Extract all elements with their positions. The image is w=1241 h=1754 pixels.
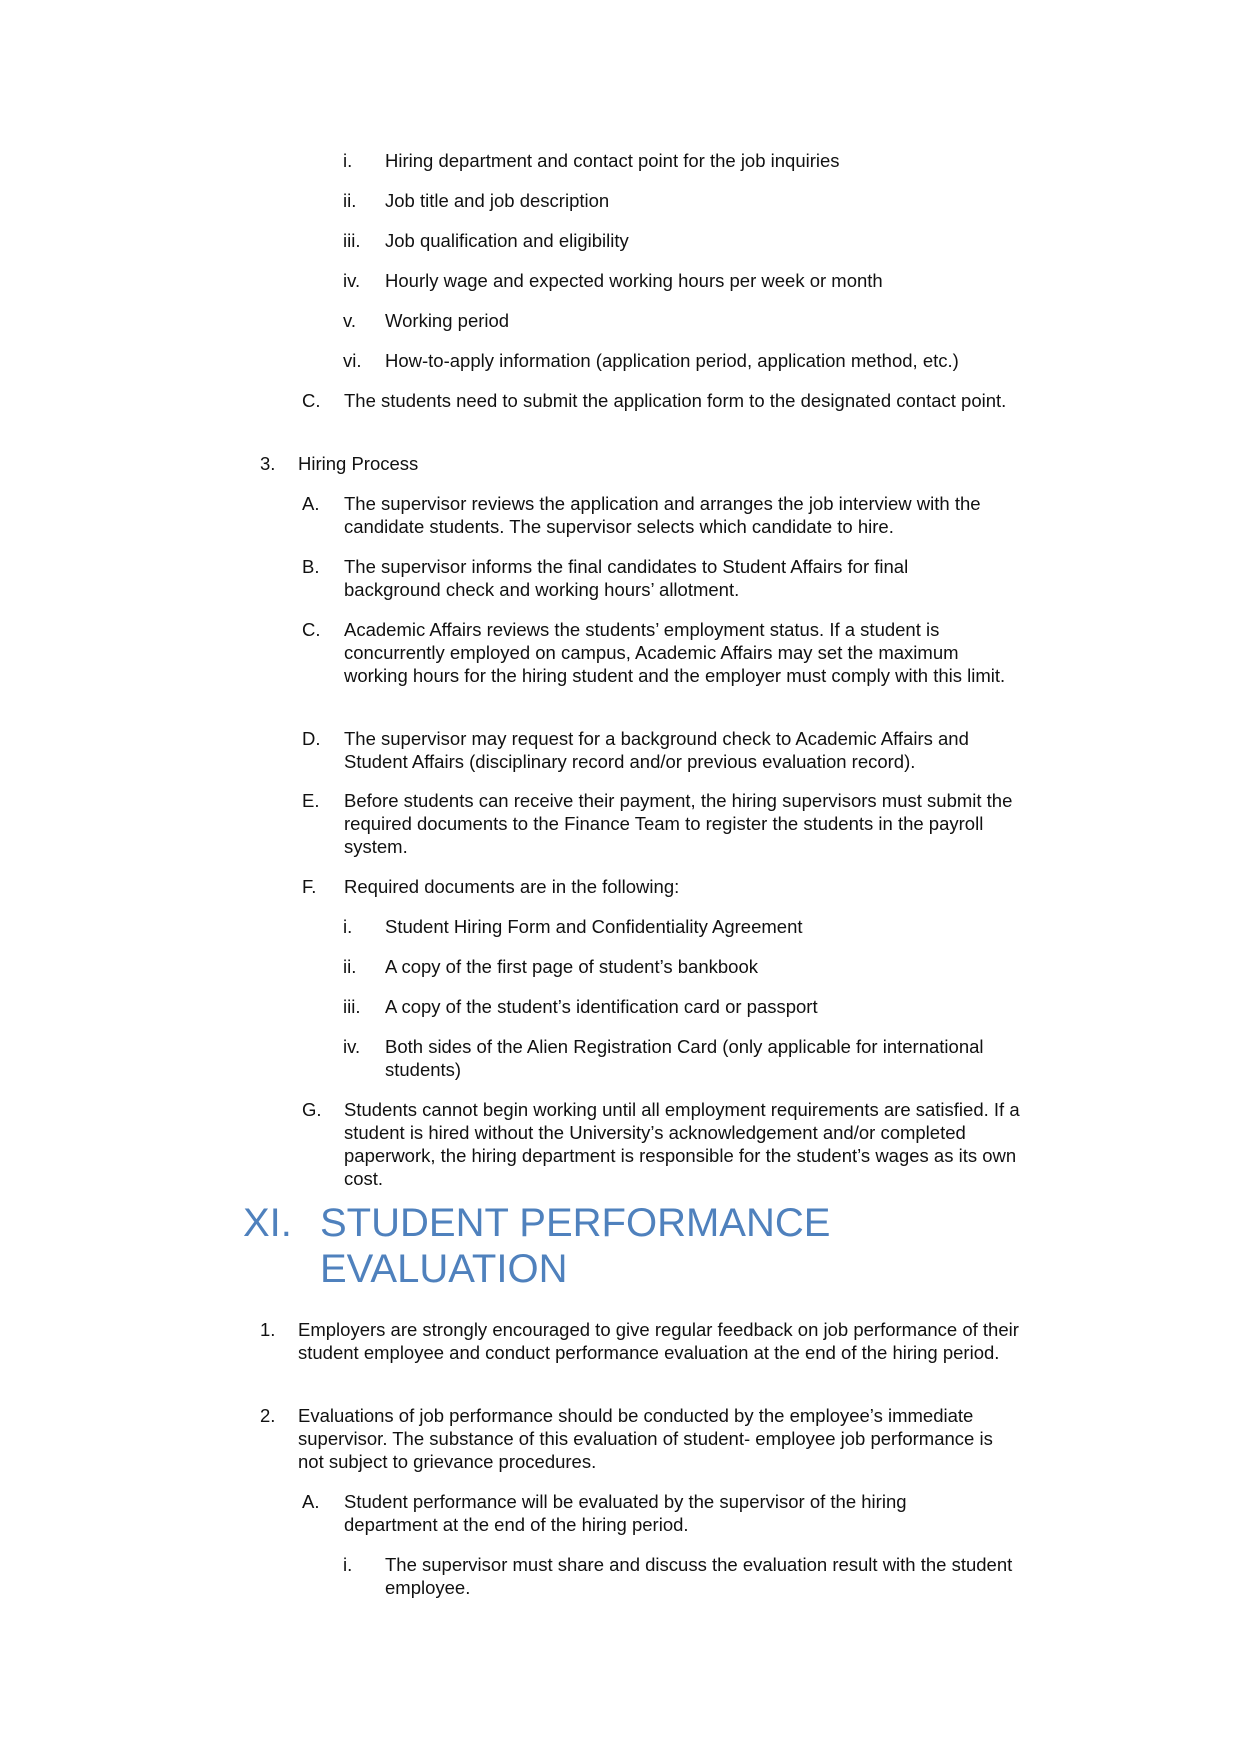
list-number: ii.	[343, 190, 357, 211]
list-number: ii.	[343, 956, 357, 977]
list-letter: G.	[302, 1099, 322, 1120]
list-text: The students need to submit the application form to the designated contact point.	[344, 390, 1007, 411]
list-letter: A.	[302, 1491, 320, 1512]
list-text: Evaluations of job performance should be conducted by the employee’s immediate supervisor. The substance of this evaluation of student- employee job performance is not subject to grievance procedures.	[298, 1405, 993, 1472]
list-text: Academic Affairs reviews the students’ employment status. If a student is concurrently employed on campus, Academic Affairs may set the maximum working hours for the hiring student and the employer must comply with this limit.	[344, 619, 1006, 686]
list-letter: C.	[302, 619, 321, 640]
list-text: The supervisor may request for a background check to Academic Affairs and Student Affairs (disciplinary record and/or previous evaluation record).	[344, 728, 969, 772]
list-letter: D.	[302, 728, 321, 749]
list-number: i.	[343, 916, 353, 937]
list-number: i.	[343, 1554, 353, 1575]
list-number: 1.	[260, 1319, 276, 1340]
list-text: How-to-apply information (application period, application method, etc.)	[385, 350, 959, 371]
list-text: The supervisor must share and discuss the evaluation result with the student employee.	[385, 1554, 1013, 1598]
list-letter: F.	[302, 876, 317, 897]
list-text: Required documents are in the following:	[344, 876, 680, 897]
list-number: iv.	[343, 270, 361, 291]
list-text: The supervisor reviews the application and arranges the job interview with the candidate students. The supervisor selects which candidate to hire.	[344, 493, 981, 537]
list-number: v.	[343, 310, 357, 331]
section-title: Hiring Process	[298, 453, 419, 474]
list-text: A copy of the first page of student’s bankbook	[385, 956, 758, 977]
list-text: Student Hiring Form and Confidentiality Agreement	[385, 916, 803, 937]
list-number: vi.	[343, 350, 362, 371]
list-text: The supervisor informs the final candidates to Student Affairs for final background check and working hours’ allotment.	[344, 556, 909, 600]
list-text: Hourly wage and expected working hours per week or month	[385, 270, 883, 291]
list-text: Working period	[385, 310, 510, 331]
section-number: 3.	[260, 453, 276, 474]
list-number: iii.	[343, 996, 361, 1017]
list-text: Both sides of the Alien Registration Card (only applicable for international students)	[385, 1036, 984, 1080]
list-letter: E.	[302, 790, 320, 811]
list-text: Employers are strongly encouraged to give regular feedback on job performance of their student employee and conduct performance evaluation at the end of the hiring period.	[298, 1319, 1019, 1363]
list-text: Before students can receive their payment, the hiring supervisors must submit the required documents to the Finance Team to register the students in the payroll system.	[344, 790, 1013, 857]
list-number: iii.	[343, 230, 361, 251]
heading-title: STUDENT PERFORMANCE EVALUATION	[320, 1201, 831, 1291]
heading-number: XI.	[243, 1201, 292, 1245]
list-letter: C.	[302, 390, 321, 411]
list-letter: B.	[302, 556, 320, 577]
list-text: Student performance will be evaluated by the supervisor of the hiring department at the end of the hiring period.	[344, 1491, 907, 1535]
list-letter: A.	[302, 493, 320, 514]
list-text: Job qualification and eligibility	[385, 230, 629, 251]
list-number: 2.	[260, 1405, 276, 1426]
list-text: Students cannot begin working until all employment requirements are satisfied. If a student is hired without the University’s acknowledgement and/or completed paperwork, the hiring department is responsible for the student’s wages as its own cost.	[344, 1099, 1020, 1189]
list-text: A copy of the student’s identification card or passport	[385, 996, 818, 1017]
list-number: i.	[343, 150, 353, 171]
list-text: Job title and job description	[385, 190, 610, 211]
list-number: iv.	[343, 1036, 361, 1057]
list-text: Hiring department and contact point for the job inquiries	[385, 150, 840, 171]
